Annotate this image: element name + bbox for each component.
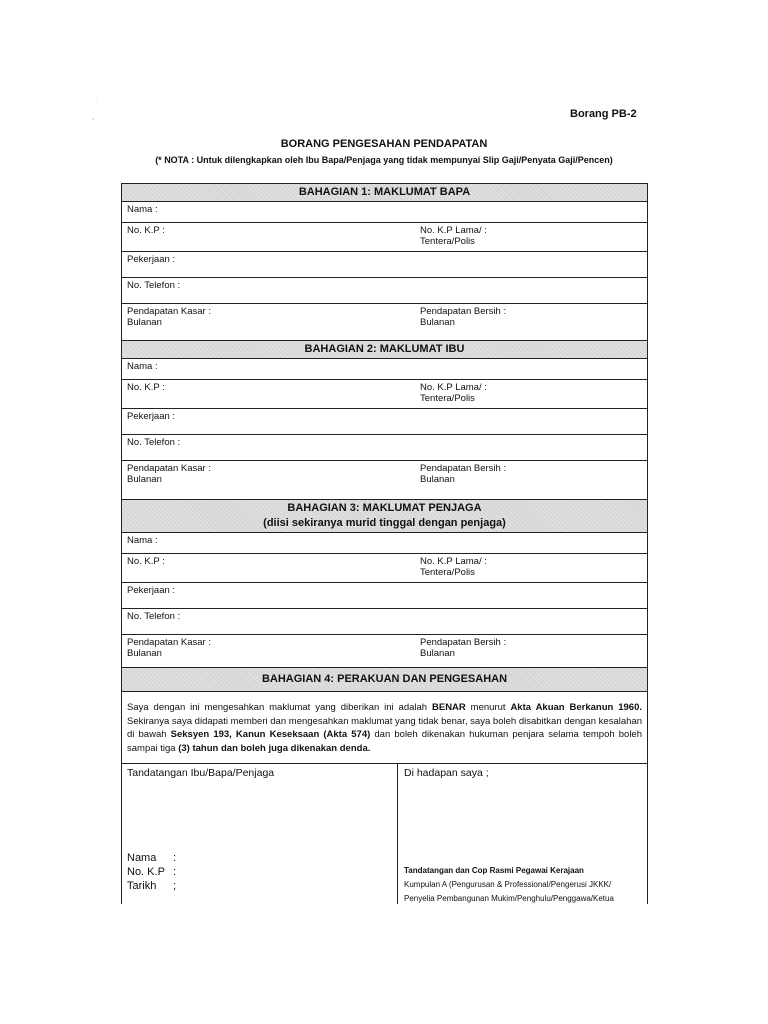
father-occupation-field[interactable] (122, 252, 647, 278)
field-label: Bulanan (127, 317, 162, 328)
field-colon: ; (173, 880, 177, 892)
witness-signature-box[interactable] (398, 764, 647, 904)
mother-name-field[interactable] (122, 359, 647, 380)
officer-caption-line: Tandatangan dan Cop Rasmi Pegawai Kerajaan (404, 866, 584, 875)
field-label: Pekerjaan : (127, 585, 176, 596)
section-3-header (122, 500, 647, 533)
field-label: Pendapatan Kasar : (127, 637, 211, 648)
field-label: No. K.P Lama/ : (420, 382, 487, 393)
declaration-part: Sekiranya saya didapati memberi dan mengesahkan maklumat yang tidak benar, saya boleh disabitkan dengan kesalahan di bawah (127, 715, 642, 740)
parent-signature-label: Tandatangan Ibu/Bapa/Penjaga (127, 767, 275, 779)
field-label: Pendapatan Bersih : (420, 463, 507, 474)
signature-section (122, 764, 647, 904)
scan-speck: ˆ (92, 119, 95, 126)
field-label: Bulanan (127, 648, 162, 659)
declaration-part: menurut (465, 702, 511, 713)
declaration-bold: Seksyen 193, Kanun Keseksaan (Akta 574) (170, 729, 371, 740)
witness-label: Di hadapan saya ; (404, 767, 489, 779)
section-4-header: BAHAGIAN 4: PERAKUAN DAN PENGESAHAN (122, 668, 647, 692)
field-label: Pendapatan Bersih : (420, 306, 507, 317)
guardian-phone-field[interactable] (122, 609, 647, 635)
field-label: Pekerjaan : (127, 254, 176, 265)
field-label: Bulanan (420, 474, 455, 485)
field-label: No. K.P Lama/ : (420, 225, 487, 236)
field-label: Bulanan (127, 474, 162, 485)
field-label: No. K.P (127, 866, 165, 878)
field-label: Tentera/Polis (420, 567, 475, 578)
declaration-part: Saya dengan ini mengesahkan maklumat yang diberikan ini adalah (127, 702, 432, 713)
declaration-text (122, 692, 647, 764)
declaration-part: dan boleh dikenakan hukuman penjara selama tempoh boleh sampai tiga (127, 729, 642, 754)
field-label: No. K.P : (127, 556, 165, 567)
scan-speck: · (95, 96, 98, 103)
guardian-gross-income-field[interactable] (122, 635, 647, 668)
guardian-occupation-field[interactable] (122, 583, 647, 609)
income-verification-form (121, 183, 648, 904)
field-label: Nama (127, 852, 157, 864)
form-code: Borang PB-2 (570, 108, 637, 120)
mother-net-income-field[interactable] (420, 463, 506, 485)
field-label: No. Telefon : (127, 280, 181, 291)
declaration-bold: BENAR (432, 702, 466, 713)
father-ic-field[interactable] (122, 223, 647, 252)
guardian-ic-field[interactable] (122, 554, 647, 583)
father-net-income-field[interactable] (420, 306, 506, 328)
signer-details (127, 851, 176, 893)
mother-phone-field[interactable] (122, 435, 647, 461)
guardian-name-field[interactable] (122, 533, 647, 554)
form-title: BORANG PENGESAHAN PENDAPATAN (280, 138, 488, 150)
mother-gross-income-field[interactable] (122, 461, 647, 500)
field-label: Pekerjaan : (127, 411, 176, 422)
field-label: No. Telefon : (127, 611, 181, 622)
field-label: Bulanan (420, 648, 455, 659)
field-label: Bulanan (420, 317, 455, 328)
father-name-field[interactable] (122, 202, 647, 223)
field-label: Tentera/Polis (420, 236, 475, 247)
field-label: Pendapatan Bersih : (420, 637, 507, 648)
mother-old-ic-field[interactable] (420, 382, 487, 404)
signer-date-field[interactable] (127, 879, 176, 893)
signer-ic-field[interactable] (127, 865, 176, 879)
guardian-old-ic-field[interactable] (420, 556, 487, 578)
form-note: (* NOTA : Untuk dilengkapkan oleh Ibu Bapa/Penjaga yang tidak mempunyai Slip Gaji/Penyata Gaji/Pencen) (155, 155, 613, 165)
father-old-ic-field[interactable] (420, 225, 487, 247)
field-label: No. Telefon : (127, 437, 181, 448)
section-3-title: BAHAGIAN 3: MAKLUMAT PENJAGA (287, 502, 482, 514)
field-label: No. K.P Lama/ : (420, 556, 487, 567)
field-colon: : (173, 866, 177, 878)
field-label: Pendapatan Kasar : (127, 463, 211, 474)
field-label: Nama : (127, 535, 158, 546)
declaration-bold: Akta Akuan Berkanun 1960. (510, 702, 642, 713)
declaration-bold: (3) tahun dan boleh juga dikenakan denda. (178, 742, 371, 754)
officer-caption-line: Kumpulan A (Pengurusan & Professional/Pengerusi JKKK/ (404, 880, 612, 889)
signer-name-field[interactable] (127, 851, 176, 865)
father-gross-income-field[interactable] (122, 304, 647, 341)
section-1-header: BAHAGIAN 1: MAKLUMAT BAPA (122, 184, 647, 202)
guardian-net-income-field[interactable] (420, 637, 506, 659)
parent-signature-box[interactable] (122, 764, 398, 904)
field-label: Pendapatan Kasar : (127, 306, 211, 317)
section-3-subtitle: (diisi sekiranya murid tinggal dengan penjaga) (263, 517, 506, 529)
mother-ic-field[interactable] (122, 380, 647, 409)
father-phone-field[interactable] (122, 278, 647, 304)
officer-stamp-caption (404, 864, 644, 906)
field-label: No. K.P : (127, 225, 165, 236)
officer-caption-line: Penyelia Pembangunan Mukim/Penghulu/Penggawa/Ketua (404, 894, 614, 903)
field-label: Tentera/Polis (420, 393, 475, 404)
mother-occupation-field[interactable] (122, 409, 647, 435)
field-label: Nama : (127, 361, 158, 372)
field-label: Nama : (127, 204, 158, 215)
field-label: No. K.P : (127, 382, 165, 393)
field-colon: : (173, 852, 177, 864)
field-label: Tarikh (127, 880, 157, 892)
section-2-header: BAHAGIAN 2: MAKLUMAT IBU (122, 341, 647, 359)
